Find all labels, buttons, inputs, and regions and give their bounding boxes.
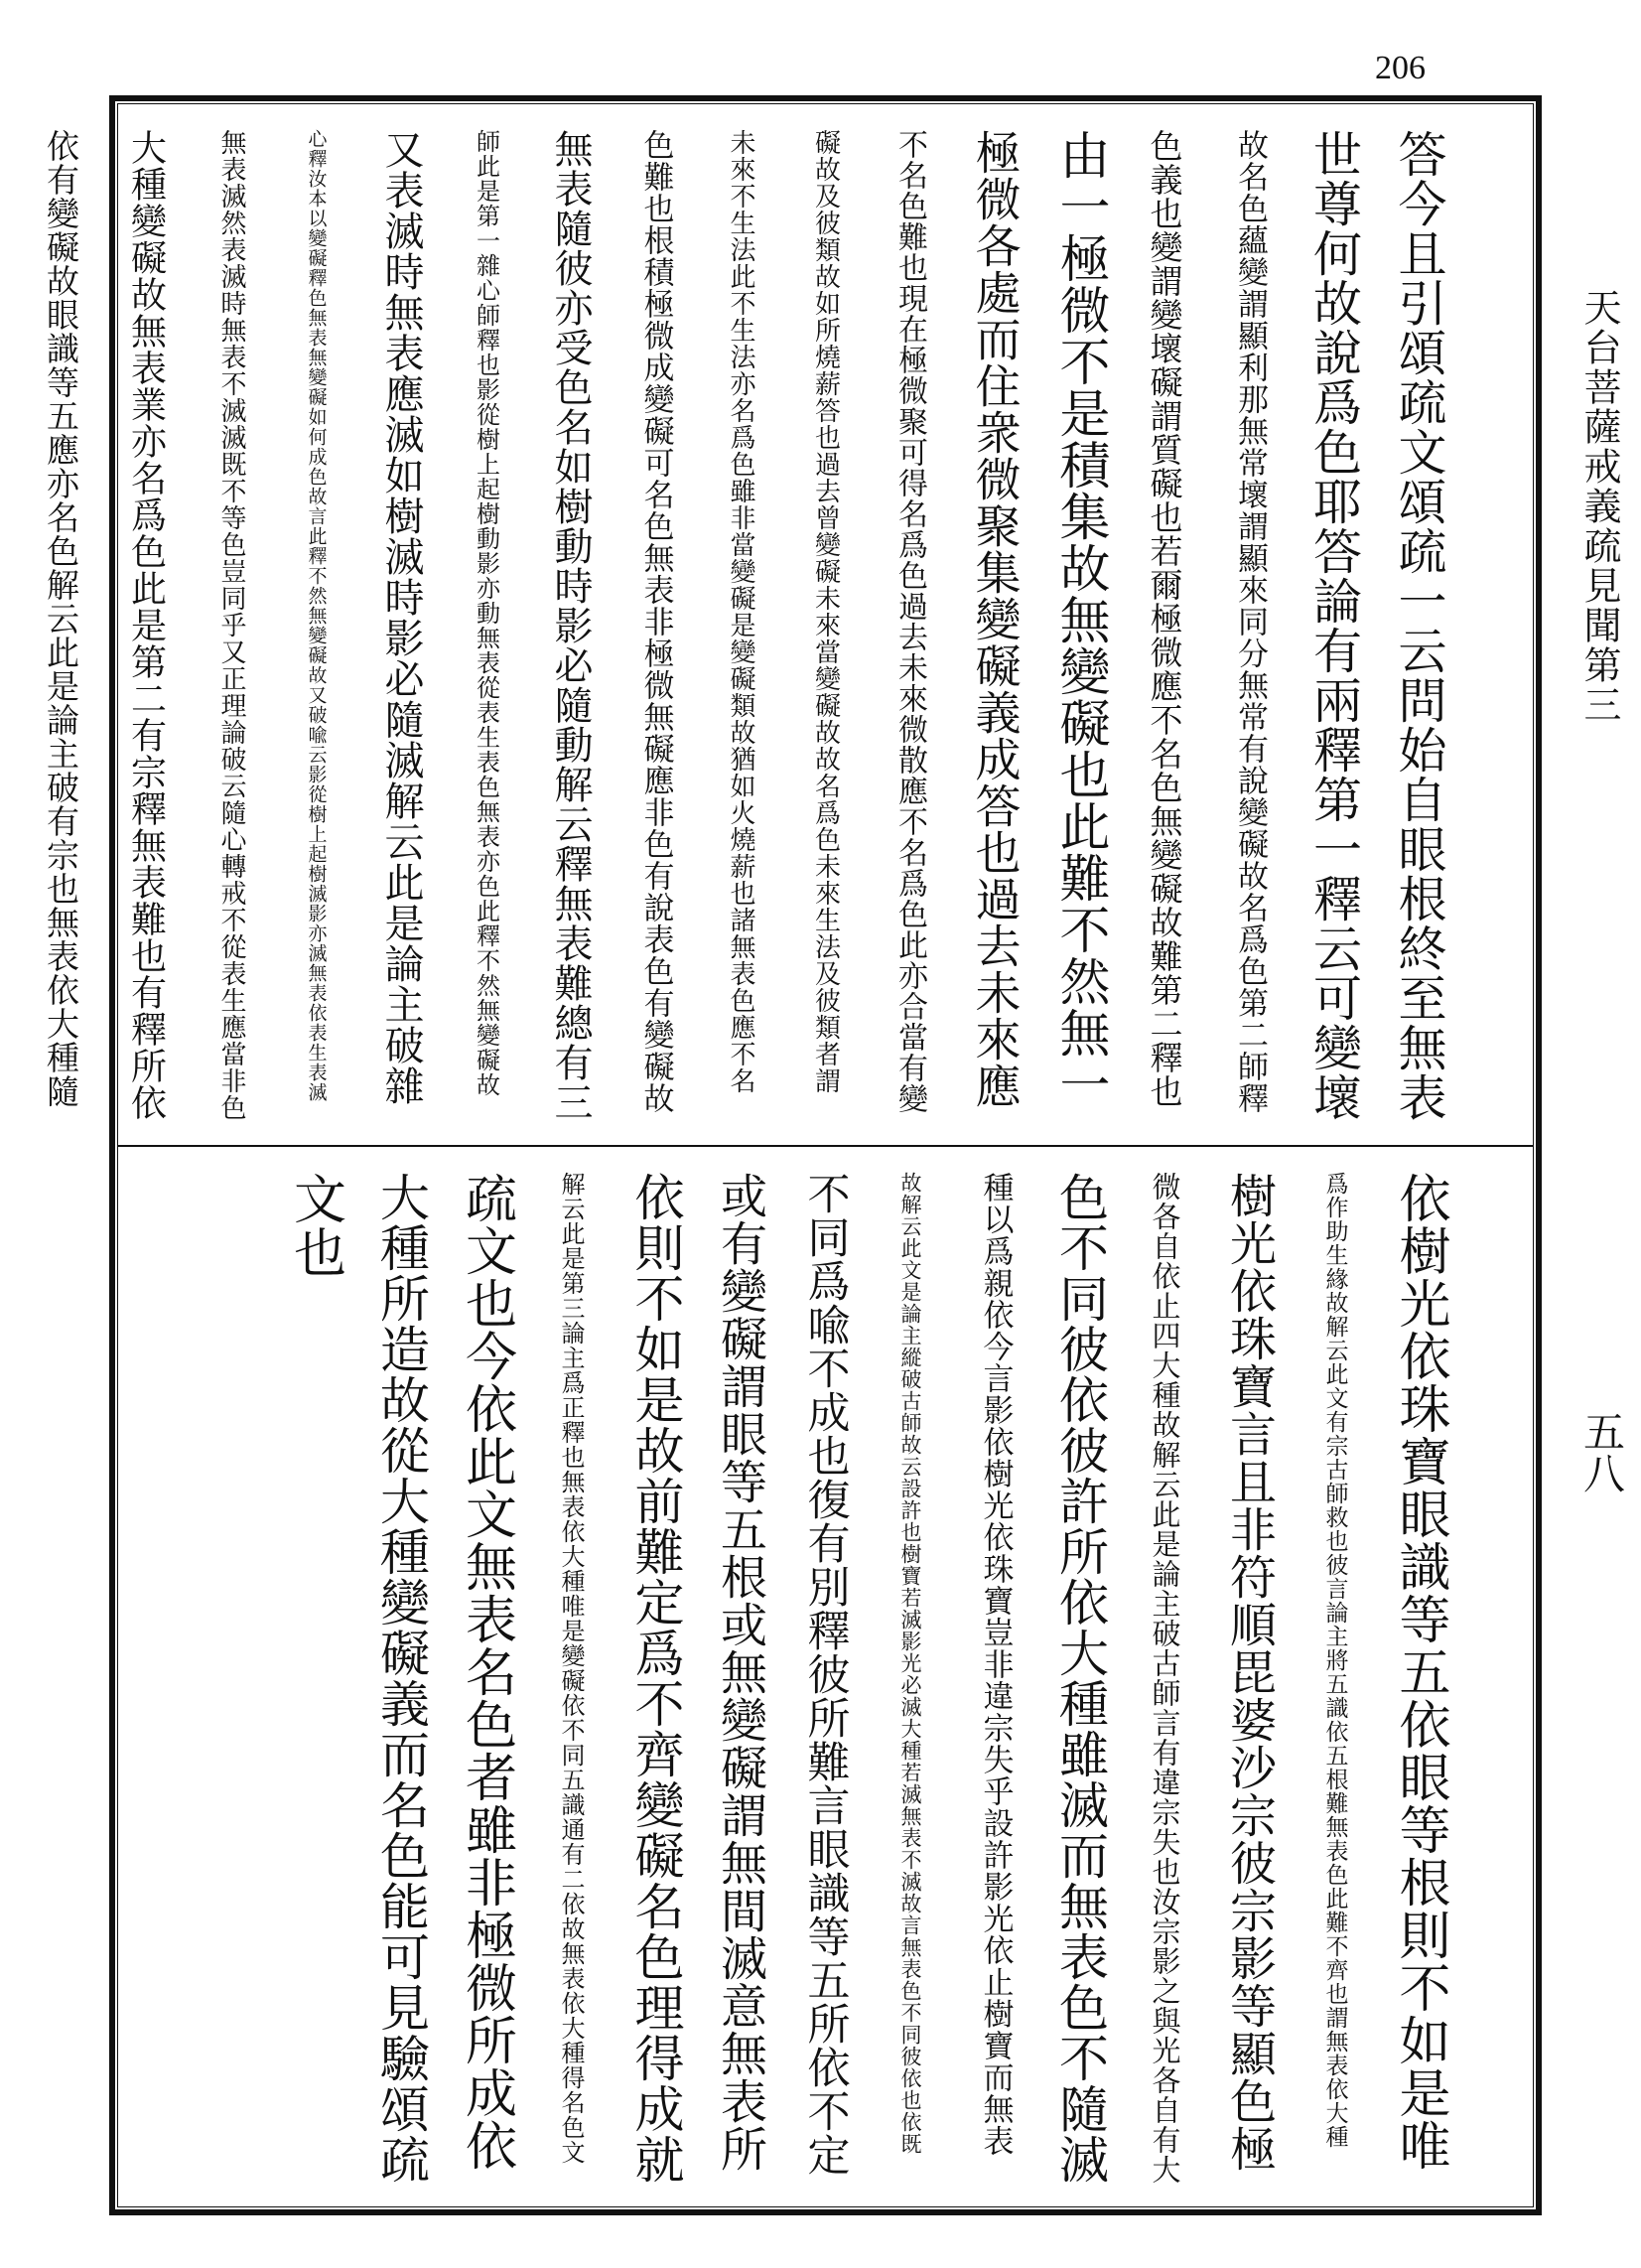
text-column: 色義也變謂變壞礙謂質礙也若爾極微應不名色無變礙故難第二釋也 [1145, 129, 1184, 1108]
upper-register [42, 129, 1461, 1122]
lower-register [171, 1172, 1461, 2185]
text-column: 疏文也今依此文無表名色者雖非極微所成依 [456, 1172, 516, 2172]
page-number: 206 [1375, 50, 1426, 86]
text-column: 依有變礙故眼識等五應亦名色解云此是論主破有宗也無表依大種隨 [42, 129, 80, 1108]
text-column: 或有變礙謂眼等五根或無變礙謂無間滅意無表所 [713, 1172, 767, 2173]
text-column: 種以爲親依今言影依樹光依珠寶豈非違宗失乎設許影光依止樹寶而無表 [977, 1172, 1014, 2157]
text-column: 文也 [285, 1172, 346, 1279]
text-column: 不同爲喩不成也復有別釋彼所難言眼識等五所依不定 [800, 1172, 851, 2177]
text-column: 依則不如是故前難定爲不齊變礙名色理得成就 [626, 1172, 685, 2185]
text-column: 心釋汝本以變礙釋色無表無變礙如何成色故言此釋不然無變礙故又破喩云影從樹上起樹滅影亦滅無表依表生表滅 [305, 129, 328, 1102]
text-column: 無表隨彼亦受色名如樹動時影必隨動解云釋無表難總有三 [548, 129, 593, 1122]
folio-number: 五八 [1577, 1410, 1626, 1493]
text-column: 又表滅時無表應滅如樹滅時影必隨滅解云此是論主破雜 [378, 129, 424, 1106]
text-column: 世尊何故說爲色耶答論有兩釋第一釋云可變壞 [1305, 129, 1363, 1122]
text-column: 微各自依止四大種故解云此是論主破古師言有違宗失也汝宗影之與光各自有大 [1148, 1172, 1182, 2185]
text-column: 故解云此文是論主縱破古師故云設許也樹寶若滅影光必滅大種若滅無表不滅故言無表色不同彼依也依既 [898, 1172, 922, 2155]
text-column: 由一極微不是積集故無變礙也此難不然無一 [1050, 129, 1109, 1110]
text-column: 色難也根積極微成變礙可名色無表非極微無礙應非色有說表色有變礙故 [637, 129, 674, 1114]
text-column: 依樹光依珠寶眼識等五依眼等根則不如是唯 [1390, 1172, 1449, 2172]
text-column: 大種所造故從大種變礙義而名色能可見驗頌疏 [372, 1172, 430, 2185]
running-head: 天台菩薩戒義疏見聞第三 [1577, 288, 1621, 725]
text-column: 無表滅然表滅時無表不滅滅既不等色豈同乎又正理論破云隨心轉戒不從表生應當非色 [216, 129, 246, 1121]
text-column: 爲作助生緣故解云此文有宗古師救也彼言論主將五識依五根難無表色此難不齊也謂無表依大種 [1321, 1172, 1348, 2149]
register-divider [117, 1145, 1534, 1147]
text-column: 大種變礙故無表業亦名爲色此是第二有宗釋無表難也有釋所依 [125, 129, 167, 1121]
text-column: 故名色蘊變謂顯利那無常壞謂顯來同分無常有說變礙故名爲色第二師釋 [1232, 129, 1268, 1114]
text-column: 極微各處而住衆微聚集變礙義成答也過去未來應 [968, 129, 1023, 1109]
text-column: 不名色難也現在極微聚可得名爲色過去未來微散應不名爲色此亦合當有變 [892, 129, 927, 1114]
text-column: 礙故及彼類故如所燒薪答也過去曾變礙未來當變礙故故名爲色未來生法及彼類者謂 [810, 129, 841, 1094]
text-column: 師此是第一雜心師釋也影從樹上起樹動影亦動無表從表生表色無表亦色此釋不然無變礙故 [472, 129, 500, 1097]
text-column: 色不同彼依彼許所依大種雖滅而無表色不隨滅 [1051, 1172, 1109, 2185]
text-column: 樹光依珠寶言且非符順毘婆沙宗彼宗影等顯色極 [1222, 1172, 1277, 2173]
text-column: 答今且引頌疏文頌疏一云問始自眼根終至無表 [1391, 129, 1447, 1122]
text-column: 解云此是第三論主爲正釋也無表依大種唯是變礙依不同五識通有二依故無表依大種得名色文 [557, 1172, 585, 2165]
text-column: 未來不生法此不生法亦名爲色雖非當變礙是變礙類故猶如火燒薪也諸無表色應不名 [726, 129, 755, 1094]
